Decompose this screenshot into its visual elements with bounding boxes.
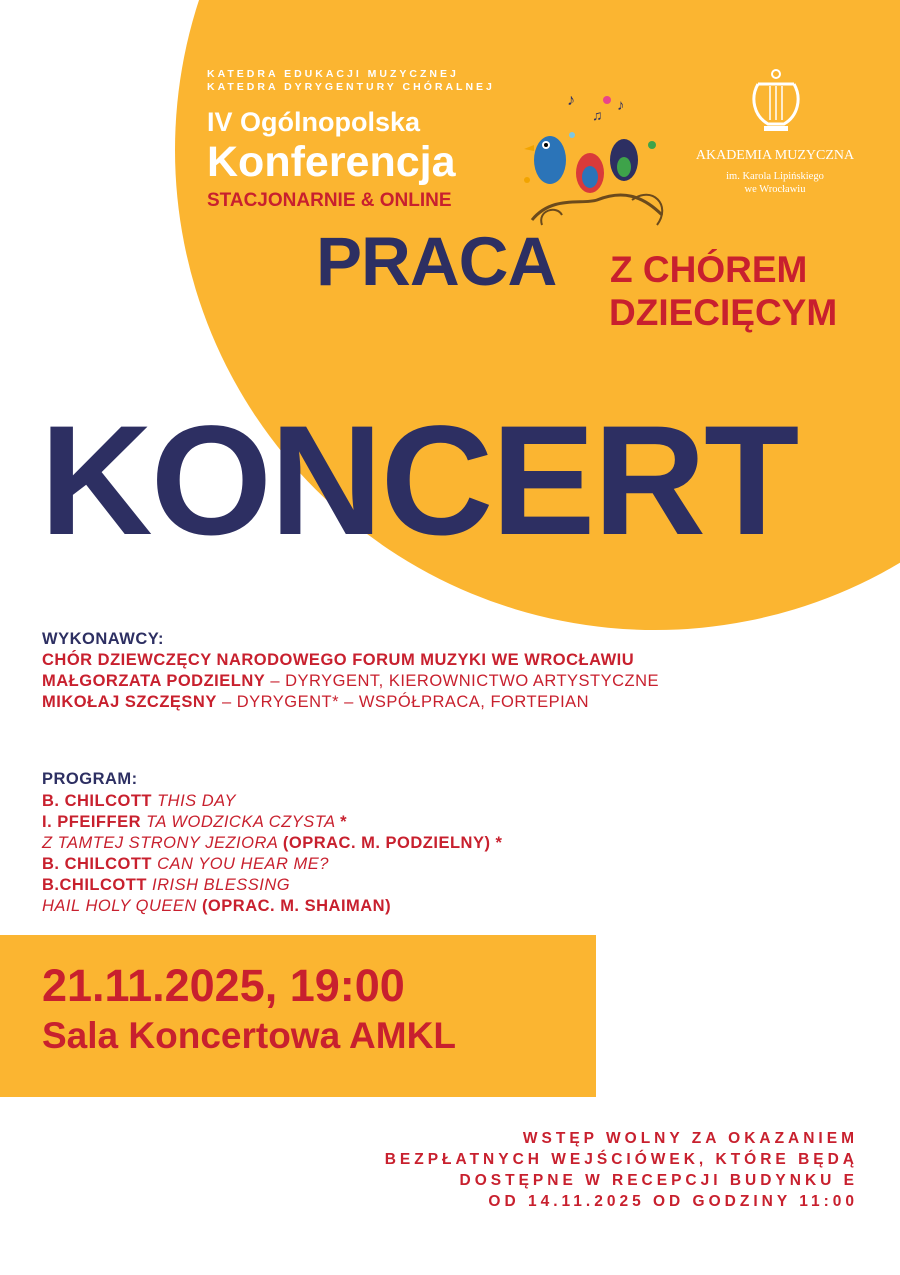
program-title: IRISH BLESSING [152, 876, 291, 894]
birds-music-illustration-icon [512, 85, 677, 240]
program-composer: I. PFEIFFER [42, 813, 147, 831]
performer-1-role: – DYRYGENT, KIEROWNICTWO ARTYSTYCZNE [265, 672, 660, 690]
conference-label: Konferencja [207, 138, 456, 186]
event-venue: Sala Koncertowa AMKL [42, 1015, 456, 1056]
program-note: * [340, 813, 348, 831]
academy-sub-line-2: we Wrocławiu [744, 184, 806, 195]
performer-2-name: MIKOŁAJ SZCZĘSNY [42, 693, 217, 711]
katedra-line-2: KATEDRA DYRYGENTURY CHÓRALNEJ [207, 81, 495, 93]
program-note: (OPRAC. M. SHAIMAN) [201, 897, 392, 915]
title-dzieciecym: DZIECIĘCYM [609, 292, 838, 333]
program-title: HAIL HOLY QUEEN [42, 897, 202, 915]
svg-text:♪: ♪ [567, 92, 575, 109]
entry-line-4: OD 14.11.2025 OD GODZINY 11:00 [488, 1193, 858, 1210]
entry-line-1: WSTĘP WOLNY ZA OKAZANIEM [522, 1130, 858, 1147]
conference-mode: STACJONARNIE & ONLINE [207, 190, 452, 211]
performer-1-name: MAŁGORZATA PODZIELNY [42, 672, 266, 690]
academy-name: AKADEMIA MUZYCZNA [695, 148, 855, 163]
performers-heading: WYKONAWCY: [42, 630, 165, 648]
conference-number: IV Ogólnopolska [207, 107, 421, 137]
event-datetime: 21.11.2025, 19:00 [42, 960, 405, 1011]
entry-line-3: DOSTĘPNE W RECEPCJI BUDYNKU E [459, 1172, 858, 1189]
program-item [42, 855, 329, 874]
program-note: (OPRAC. M. PODZIELNY) * [282, 834, 503, 852]
academy-subtitle [690, 170, 860, 196]
lyre-logo-icon [748, 68, 804, 140]
performer-1 [42, 672, 659, 691]
program-item [42, 897, 391, 916]
performer-2-role: – DYRYGENT* – WSPÓŁPRACA, FORTEPIAN [216, 693, 590, 711]
katedra-line-1: KATEDRA EDUKACJI MUZYCZNEJ [207, 68, 459, 80]
program-title: Z TAMTEJ STRONY JEZIORA [42, 834, 283, 852]
entry-line-2: BEZPŁATNYCH WEJŚCIÓWEK, KTÓRE BĘDĄ [384, 1151, 858, 1168]
program-title: TA WODZICKA CZYSTA [146, 813, 341, 831]
program-item [42, 792, 236, 811]
program-title: THIS DAY [157, 792, 236, 810]
program-composer: B.CHILCOTT [42, 876, 152, 894]
program-item [42, 876, 290, 895]
svg-text:♪: ♪ [617, 97, 625, 114]
title-z-chorem: Z CHÓREM [610, 249, 808, 290]
program-title: CAN YOU HEAR ME? [157, 855, 329, 873]
program-composer: B. CHILCOTT [42, 855, 158, 873]
program-item [42, 813, 347, 832]
program-heading: PROGRAM: [42, 770, 138, 788]
title-praca: PRACA [316, 223, 557, 300]
performers-choir: CHÓR DZIEWCZĘCY NARODOWEGO FORUM MUZYKI WE WROCŁAWIU [42, 651, 635, 669]
program-composer: B. CHILCOTT [42, 792, 158, 810]
program-item [42, 834, 502, 853]
main-title: KONCERT [40, 394, 798, 568]
svg-text:♫: ♫ [592, 107, 603, 123]
entry-info [158, 1128, 858, 1212]
academy-sub-line-1: im. Karola Lipińskiego [726, 171, 824, 182]
performer-2 [42, 693, 589, 712]
